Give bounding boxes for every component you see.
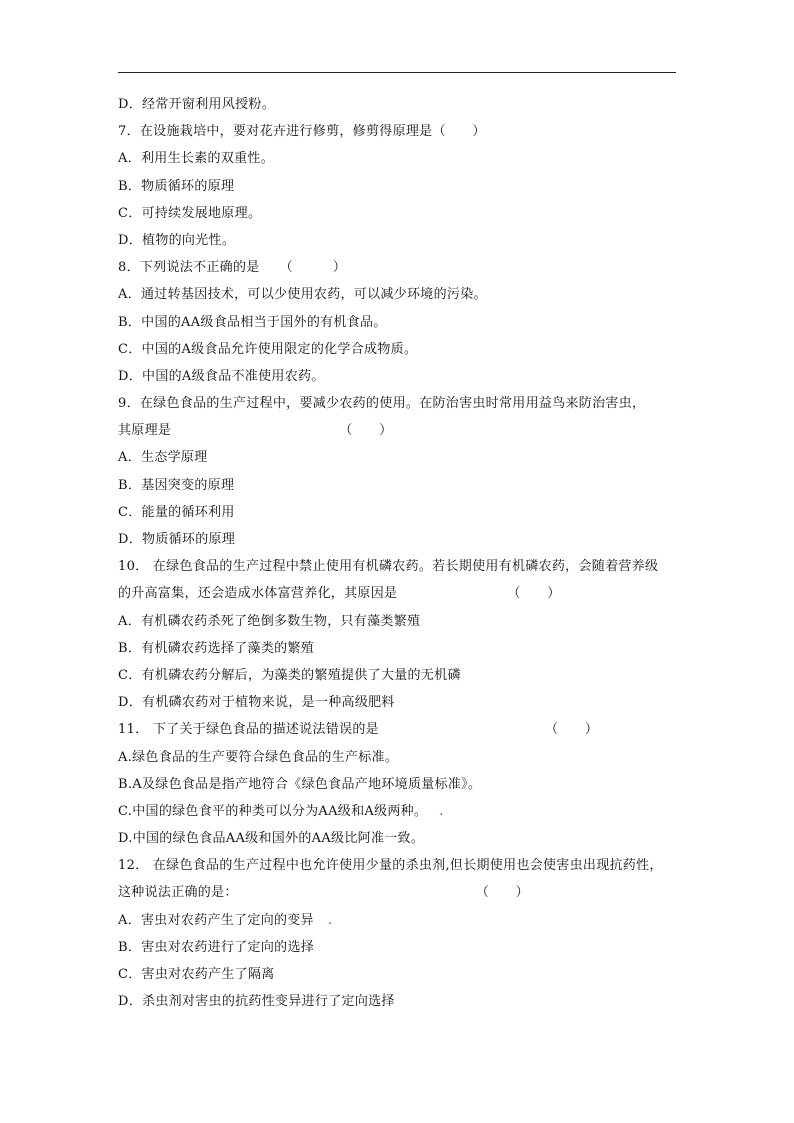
- q11-stem-text: 11． 下了关于绿色食品的描述说法错误的是: [118, 722, 379, 738]
- q10-option-a: A．有机磷农药杀死了绝倒多数生物，只有藻类繁殖: [118, 613, 421, 629]
- q10-stem-line2: [118, 580, 688, 607]
- q10-option-b: B．有机磷农药选择了藻类的繁殖: [118, 640, 315, 656]
- q12-option-a-mark: .: [327, 912, 333, 928]
- q11-option-c-text: C.中国的绿色食平的种类可以分为AA级和A级两种。: [118, 803, 428, 819]
- q10-stem-text: 的升高富集，还会造成水体富营养化，其原因是: [118, 586, 398, 602]
- q10-option-d: D．有机磷农药对于植物来说，是一种高级肥料: [118, 695, 395, 711]
- q9-option-a: A．生态学原理: [118, 450, 208, 466]
- q9-option-b: B．基因突变的原理: [118, 477, 235, 493]
- q9-stem-line2: [118, 417, 688, 444]
- q11-answer-paren: （ ）: [544, 722, 599, 738]
- q9-stem-text: 其原理是: [118, 423, 172, 439]
- q7-option-a: A．利用生长素的双重性。: [118, 151, 274, 167]
- q10-stem-line1: 10． 在绿色食品的生产过程中禁止使用有机磷农药。若长期使用有机磷农药，会随着营养级: [118, 559, 659, 575]
- header-rule: [118, 72, 676, 73]
- q7-option-d: D．植物的向光性。: [118, 232, 236, 248]
- q10-answer-paren: （ ）: [507, 586, 561, 602]
- q7-stem: 7．在设施栽培中，要对花卉进行修剪，修剪得原理是（ ）: [118, 124, 486, 140]
- q12-option-a: [118, 907, 688, 934]
- question-content: [118, 91, 688, 1015]
- q10-option-c: C．有机磷农药分解后，为藻类的繁殖提供了大量的无机磷: [118, 667, 461, 683]
- q11-option-d: D.中国的绿色食品AA级和国外的AA级比阿准一致。: [118, 831, 425, 847]
- q12-option-d: D．杀虫剂对害虫的抗药性变异进行了定向选择: [118, 994, 395, 1010]
- q6-option-d: D．经常开窗利用风授粉。: [118, 97, 276, 112]
- q12-option-c: C．害虫对农药产生了隔离: [118, 967, 275, 982]
- q11-option-b: B.A及绿色食品是指产地符合《绿色食品产地环境质量标准》。: [118, 776, 482, 792]
- q8-option-c: C．中国的A级食品允许使用限定的化学合成物质。: [118, 341, 418, 357]
- q11-option-c: [118, 798, 688, 825]
- q12-stem-text: 这种说法正确的是：: [118, 885, 238, 901]
- q9-answer-paren: （ ）: [339, 423, 393, 439]
- q11-stem: [118, 716, 688, 743]
- q12-option-b: B．害虫对农药进行了定向的选择: [118, 939, 315, 955]
- q8-option-a: A．通过转基因技术，可以少使用农药，可以减少环境的污染。: [118, 287, 487, 303]
- q12-stem-line2: [118, 879, 688, 906]
- q7-option-b: B．物质循环的原理: [118, 178, 235, 194]
- q9-option-d: D．物质循环的原理: [118, 532, 236, 547]
- q12-answer-paren: （ ）: [475, 885, 529, 901]
- q9-stem-line1: 9．在绿色食品的生产过程中，要减少农药的使用。在防治害虫时常用用益鸟来防治害虫，: [118, 396, 646, 412]
- q8-option-b: B．中国的AA级食品相当于国外的有机食品。: [118, 314, 387, 330]
- q9-option-c: C．能量的循环利用: [118, 504, 235, 520]
- q7-option-c: C．可持续发展地原理。: [118, 205, 262, 221]
- q11-option-a: A.绿色食品的生产要符合绿色食品的生产标准。: [118, 749, 399, 765]
- q11-option-c-mark: .: [439, 803, 444, 819]
- q8-option-d: D．中国的A级食品不准使用农药。: [118, 368, 325, 384]
- q8-stem: 8．下列说法不正确的是 （ ）: [118, 260, 347, 276]
- q12-stem-line1: 12． 在绿色食品的生产过程中也允许使用少量的杀虫剂,但长期使用也会使害虫出现抗药性，: [118, 858, 663, 874]
- q12-option-a-text: A．害虫对农药产生了定向的变异: [118, 912, 314, 928]
